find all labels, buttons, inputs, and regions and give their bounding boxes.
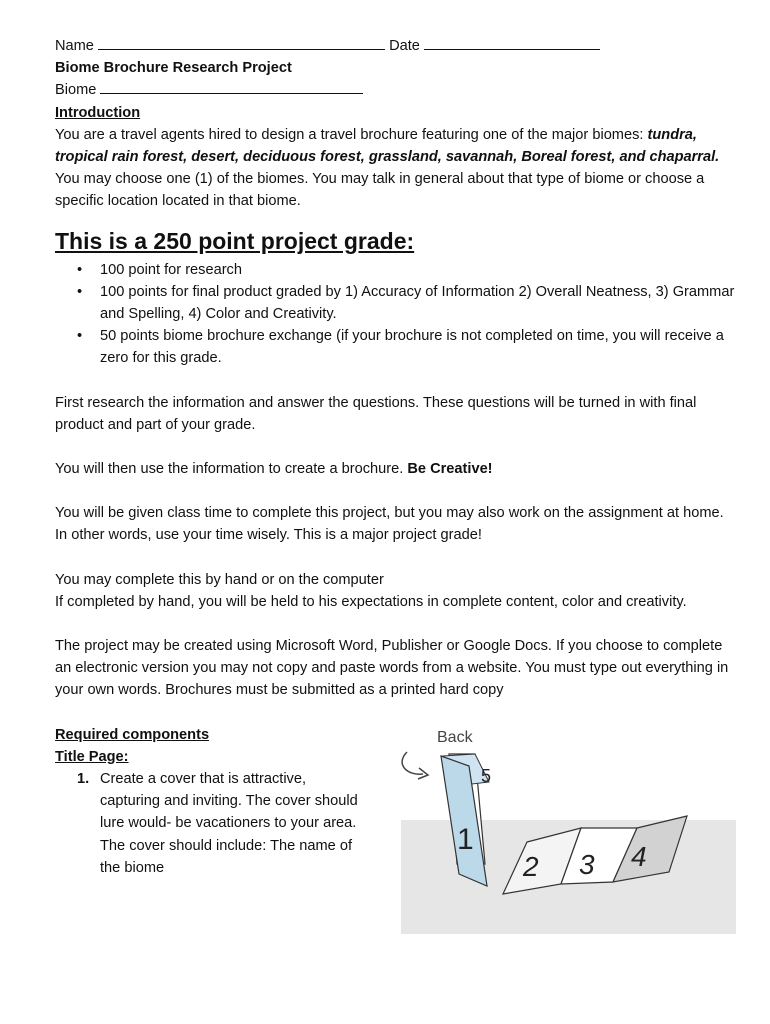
required-section (55, 724, 735, 882)
panel-5-number: 5 (481, 765, 492, 786)
list-item (55, 768, 370, 879)
arrow-head-icon (418, 768, 428, 779)
biome-label: Biome (55, 82, 97, 99)
document-page (55, 35, 735, 882)
date-blank[interactable] (424, 35, 600, 50)
intro-text-b: You may choose one (1) of the biomes. You may talk in general about that type of biome or choose a specific location located in that biome. (55, 171, 705, 210)
class-time-paragraph: You will be given class time to complete this project, but you may also work on the assignment at home. In other words, use your time wisely. This is a major project grade! (55, 505, 724, 544)
name-blank[interactable] (98, 35, 385, 50)
panel-2-number: 2 (523, 850, 539, 882)
biome-line (55, 79, 735, 101)
panel-3-number: 3 (579, 848, 595, 880)
bullet-icon: • (77, 328, 83, 345)
panel-1-number: 1 (457, 822, 474, 856)
create-paragraph: You will then use the information to create a brochure. Be Creative! (55, 461, 493, 478)
grade-heading: This is a 250 point project grade: (55, 227, 415, 254)
grade-bullet: • 100 points for final product graded by 1) Accuracy of Information 2) Overall Neatness, 3) Grammar and Spelling, 4) Color and Creativity. (55, 281, 735, 325)
bullet-icon: • (77, 283, 83, 300)
name-label: Name (55, 38, 94, 54)
item-number: 1. (77, 771, 90, 788)
panel-4-number: 4 (631, 840, 647, 872)
software-paragraph: The project may be created using Microsoft Word, Publisher or Google Docs. If you choose to complete an electronic version you may not copy and paste words from a website. You must type out everything in your own words. Brochures must be submitted as a printed hard copy (55, 638, 729, 699)
be-creative: Be Creative! (407, 461, 493, 478)
brochure-fold-illustration (401, 724, 736, 934)
item-text: Create a cover that is attractive, capturing and inviting. The cover should lure would- be vacationers to your area. The cover should include: The name of the biome (100, 771, 358, 876)
by-hand-line-2: If completed by hand, you will be held to his expectations in complete content, color and creativity. (55, 593, 687, 610)
date-label: Date (389, 38, 420, 54)
name-date-line (55, 35, 735, 57)
introduction-paragraph (55, 124, 735, 213)
required-heading: Required components (55, 726, 210, 743)
back-label: Back (437, 728, 473, 746)
grade-bullet: • 50 points biome brochure exchange (if your brochure is not completed on time, you will receive a zero for this grade. (55, 325, 735, 369)
grade-bullet-list (55, 259, 735, 370)
intro-text-a: You are a travel agents hired to design a travel brochure featuring one of the major biomes: (55, 126, 644, 143)
bullet-icon: • (77, 261, 83, 278)
biome-blank[interactable] (100, 79, 363, 94)
introduction-heading: Introduction (55, 104, 141, 121)
research-paragraph: First research the information and answer the questions. These questions will be turned in with final product and part of your grade. (55, 394, 697, 433)
arrow-curve (402, 752, 423, 774)
grade-bullet: • 100 point for research (55, 259, 735, 281)
title-page-heading: Title Page: (55, 748, 129, 765)
biome-list: tundra, tropical rain forest, desert, deciduous forest, grassland, savannah, Boreal forest, and chaparral. (55, 126, 720, 166)
project-title: Biome Brochure Research Project (55, 60, 292, 77)
by-hand-line-1: You may complete this by hand or on the computer (55, 571, 384, 588)
